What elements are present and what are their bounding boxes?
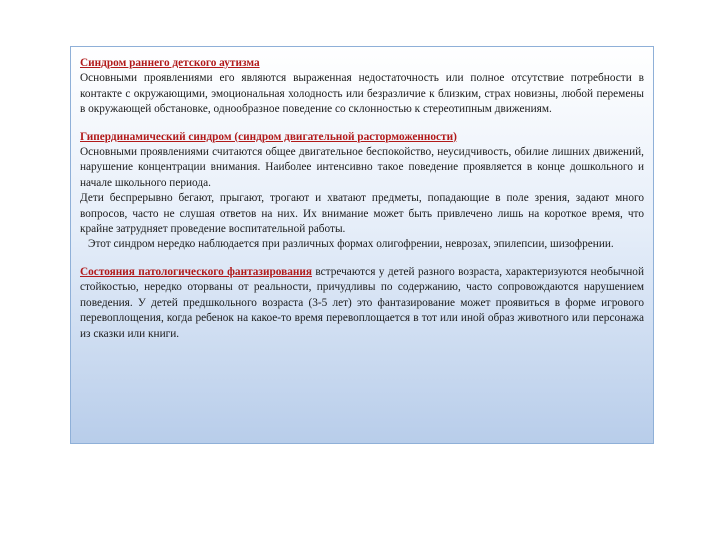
paragraph: Основными проявлениями его являются выраженная недостаточность или полное отсутствие потребности в контакте с окружающими, эмоциональная холодность или безразличие к близким, страх новизны, любой перемены в окружающей обстановке, однообразное поведение со склонностью к стереотипным движениям. bbox=[80, 72, 644, 116]
heading-text: Синдром раннего детского аутизма bbox=[80, 57, 260, 69]
heading-text: Состояния патологического фантазирования bbox=[80, 265, 312, 278]
paragraph-fantasizing bbox=[80, 265, 644, 342]
section-fantasizing bbox=[80, 265, 644, 342]
paragraph-text: встречаются у детей разного возраста, характеризуются необычной стойкостью, нередко оторваны от реальности, причудливы по содержанию, часто сопровождаются нарушением поведения. У детей предшкольного возраста (3-5 лет) это фантазирование может проявиться в форме игрового перевоплощения, когда ребенок на какое-то время перевоплощается в тот или иной образ животного или персонажа из сказки или книги. bbox=[80, 265, 644, 340]
paragraph: Дети беспрерывно бегают, прыгают, трогают и хватают предметы, попадающие в поле зрения, задают много вопросов, часто не слушая ответов на них. Их внимание может быть привлечено лишь на короткое время, что крайне затрудняет проведение воспитательной работы. bbox=[80, 192, 644, 236]
paragraph: Этот синдром нередко наблюдается при различных формах олигофрении, неврозах, эпилепсии, шизофрении. bbox=[88, 238, 614, 251]
section-heading-hyperdynamic bbox=[80, 130, 644, 145]
section-autism bbox=[80, 56, 644, 118]
paragraph: Основными проявлениями считаются общее двигательное беспокойство, неусидчивость, обилие лишних движений, нарушение концентрации внимания. Наиболее интенсивно такое поведение проявляется в конце дошкольного и начале школьного периода. bbox=[80, 146, 644, 189]
section-heading-autism bbox=[80, 56, 644, 71]
content-panel bbox=[70, 46, 654, 444]
section-hyperdynamic bbox=[80, 130, 644, 253]
heading-text: Гипердинамический синдром (синдром двигательной расторможенности) bbox=[80, 130, 457, 143]
